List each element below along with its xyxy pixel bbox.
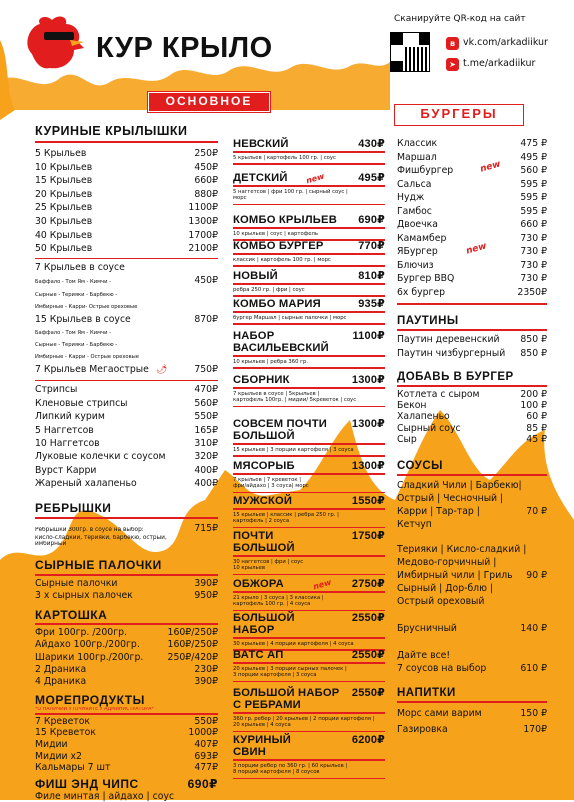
sauce-line: Сладкий Чили | Барбекю| [397,479,522,491]
menu-row: 4 Драника 390₽ [35,676,218,688]
new-badge-yaburger: new [465,241,488,257]
menu-row: Халапеньо 60 ₽ [397,411,547,423]
burger-list [397,137,547,299]
menu-row: Фишбургер 560 ₽ [397,165,547,176]
new-badge-fishburger: new [479,159,502,175]
menu-row: Вурст Карри 400₽ [35,464,218,476]
sauce-line: Карри | Тар-тар | [397,505,480,517]
qr-caption: Сканируйте QR-код на сайт [394,14,526,24]
combo-item: НЕВСКИЙ 430₽ 5 крыльев | картофель 100 гр. | соус [233,138,385,165]
menu-row: Котлета с сыром 200 ₽ [397,388,547,400]
menu-row: Паутин деревенский 850 ₽ [397,333,547,345]
addons-title: ДОБАВЬ В БУРГЕР [397,370,514,383]
menu-row: Кальмары 7 шт 477₽ [35,762,218,774]
combo-item: СБОРНИК 1300₽ 7 крыльев в соусе | 5крыльев | картофель 100гр. | мидии/ 5креветок | соус [233,374,385,407]
menu-row: 10 Крыльев 450₽ [35,161,218,173]
combo-item: КУРИНЫЙ 6200₽ СВИН 3 порции ребер по 360 гр. | 60 крыльев | 8 порций картофеля | 8 соусов [233,734,385,779]
sauce-line: Медово-горчичный | [397,556,497,568]
menu-row: Нудж 595 ₽ [397,192,547,203]
menu-row: Блючиз 730 ₽ [397,259,547,271]
sauce-line: Сырный | Дор-блю | [397,582,494,594]
menu-row: 2 Драника 230₽ [35,664,218,676]
mega-row: 7 Крыльев Мегаострые 🌶 750₽ [35,363,218,377]
sticks-title: СЫРНЫЕ ПАЛОЧКИ [35,558,162,572]
menu-row: 25 Крыльев 1100₽ [35,202,218,214]
menu-row: 6х бургер 2350₽ [397,286,547,298]
menu-row: Морс сами варим 150 ₽ [397,708,547,720]
menu-row: Стрипсы 470₽ [35,384,218,396]
combo-item: КОМБО БУРГЕР 770₽ классик | картофель 100 гр. | морс [233,240,385,267]
menu-row: Липкий курим 550₽ [35,411,218,423]
seafood-title: МОРЕПРОДУКТЫ [35,692,145,707]
menu-row: Мидии 407₽ [35,739,218,751]
menu-row: Двоечка 660 ₽ [397,219,547,230]
chili-icon: 🌶 [155,364,168,375]
menu-row: Мидии х2 693₽ [35,750,218,762]
menu-row: 20 Крыльев 880₽ [35,188,218,200]
combo-item: КОМБО МАРИЯ 935₽ бургер Маршал | сырные палочки | морс [233,298,385,325]
brand-name: КУР КРЫЛО [96,32,273,64]
menu-row: Классик 475 ₽ [397,138,547,149]
menu-row: Сырный соус 85 ₽ [397,422,547,434]
sauce-line: Острый ореховый [397,595,485,607]
combo-item: ПОЧТИ 1750₽ БОЛЬШОЙ 30 наггетсов | фри | соус 10 крыльев [233,530,385,575]
combo-item: ВАТС АП 2550₽ 20 крыльев | 3 порции сырных палочек | 3 порции картофеля | 3 соуса [233,649,385,682]
potato-title: КАРТОШКА [35,607,108,622]
logo [22,14,92,74]
sauce-line: Имбирный чили | Гриль [397,569,513,581]
menu-row: 40 Крыльев 1700₽ [35,229,218,241]
chicken-mascot-icon [22,14,92,74]
new-badge-detskiy: new [305,171,326,186]
menu-row: Гамбос 595 ₽ [397,205,547,217]
sauce7-row: 7 Крыльев в соусе [35,262,125,274]
wings-list [35,147,218,256]
menu-row: Газировка 170₽ [397,724,547,736]
telegram-link[interactable]: t.me/arkadiikur [463,58,536,69]
section-main-banner: ОСНОВНОЕ [148,92,270,112]
menu-row: Луковые колечки с соусом 320₽ [35,451,218,463]
sauce-group-2: Терияки | Кисло-сладкий | Медово-горчичный | Имбирный чили | Гриль Сырный | Дор-блю | Острый ореховый 90 ₽ [397,543,547,607]
ribs-title: РЕБРЫШКИ [35,500,112,515]
menu-row: Айдахо 100гр./200гр. 160₽/250₽ [35,639,218,651]
menu-row: 7 Креветок 550₽ [35,715,218,727]
menu-row: Жареный халапеньо 400₽ [35,478,218,490]
menu-row: Шарики 100гр./200гр. 250₽/420₽ [35,651,218,663]
combo-item: БОЛЬШОЙ 2550₽ НАБОР 30 крыльев | 4 порции картофеля | 4 соуса [233,612,385,651]
menu-row: 50 Крыльев 2100₽ [35,243,218,255]
menu-row: Камамбер 730 ₽ [397,232,547,244]
menu-row: Маршал 495 ₽ [397,151,547,163]
menu-row: Бургер BBQ 730 ₽ [397,273,547,284]
menu-row: 5 Наггетсов 165₽ [35,424,218,436]
combo-item: ДЕТСКИЙ 495₽ 5 наггетсов | фри 100 гр. | сырный соус | морс [233,172,385,205]
combo-item: ОБЖОРА 2750₽ 21 крыло | 3 соуса | 3 классика | картофель 100 гр. | 4 соуса [233,578,385,611]
vk-icon: в [446,37,459,50]
drinks-title: НАПИТКИ [397,687,456,700]
sauce-line: Кетчуп [397,518,432,530]
menu-row: 15 Креветок 1000₽ [35,727,218,739]
sauce-line: Терияки | Кисло-сладкий | [397,543,527,555]
menu-row: 30 Крыльев 1300₽ [35,215,218,227]
combo-item: НАБОР 1100₽ ВАСИЛЬЕВСКИЙ 10 крыльев | ребра 360 гр. [233,330,385,369]
menu-row: 15 Крыльев 660₽ [35,175,218,187]
right-column: Классик 475 ₽ Маршал 495 ₽ Фишбургер 560 ₽ Сальса 595 ₽ Нудж 595 ₽ Гамбос 595 ₽ Двоечка 660 ₽ Камамбер 730 ₽ ЯБургер 730 ₽ Блючиз 730 ₽ Бургер BBQ 730 ₽ 6х бургер 2350₽ ПАУТИНЫ Паутин деревенский 850 ₽ Паутин чизбургерный 850 ₽ ДОБАВЬ В БУРГЕР Котлета с сыром 200 ₽ Бекон 100 ₽ Халапеньо 60 ₽ Сырный соус 85 ₽ Сыр 45 ₽ СОУСЫ Сладкий Чили | Барбекю| Острый | Чесночный | Карри | Тар-тар | Кетчуп 70 ₽ Терияки | Кисло-сладкий | Медово-горчичный | Имбирный чили | Гриль Сырный | Дор-блю | Острый ореховый 90 ₽ Брусничный 140 ₽ Дайте все! 7 соусов на выбор 610 ₽ НАПИТКИ Морс сами варим 150 ₽ Газировка 170₽ [397,137,547,738]
wings-title: КУРИНЫЕ КРЫЛЫШКИ [35,124,188,138]
sauces-title: СОУСЫ [397,459,443,472]
sauce-group-1: Сладкий Чили | Барбекю| Острый | Чесночный | Карри | Тар-тар | Кетчуп 70 ₽ [397,479,547,530]
combo-item: МУЖСКОЙ 1550₽ 15 крыльев | классик | ребра 250 гр. | картофель | 2 соуса [233,495,385,528]
menu-row: 10 Наггетсов 310₽ [35,437,218,449]
menu-row: ЯБургер 730 ₽ [397,246,547,257]
telegram-icon: ➤ [446,58,459,71]
left-column: КУРИНЫЕ КРЫЛЫШКИ 5 Крыльев 250₽ 10 Крыльев 450₽ 15 Крыльев 660₽ 20 Крыльев 880₽ 25 Крыльев 1100₽ 30 Крыльев 1300₽ 40 Крыльев 1700₽ 50 Крыльев 2100₽ 7 Крыльев в соусе Баффало - Том Ям - Кимчи - 450₽ Сырные - Терияки - Барбекю - Имбирные - Карри- Острые ореховые 15 Крыльев в соусе 870₽ Баффало - Том Ям - Кимчи - Сырные - Терияки - Барбекю - Имбирные - Карри - Острые ореховые 7 Крыльев Мегаострые 🌶 750₽ Стрипсы 470₽ Кленовые стрипсы 560₽ Липкий курим 550₽ 5 Наггетсов 165₽ 10 Наггетсов 310₽ Луковые колечки с соусом 320₽ Вурст Карри 400₽ Жареный халапеньо 400₽ РЕБРЫШКИ Ребрышки 300гр. в соусе на выбор: 715₽ кисло-сладкий, терияки, барбекю, острый, имбирный СЫРНЫЕ ПАЛОЧКИ Сырные палочки 390₽ 3 х сырных палочек 950₽ КАРТОШКА Фри 100гр. /200гр. 160₽/250₽ Айдахо 100гр./200гр. 160₽/250₽ Шарики 100гр./200гр. 250₽/420₽ 2 Драника 230₽ 4 Драника 390₽ МОРЕПРОДУКТЫ *О НАЛИЧИИ УТОЧНЯЙТЕ У АДМИНИСТРАТОРА* 7 Креветок 550₽ 15 Креветок 1000₽ Мидии 407₽ Мидии х2 693₽ Кальмары 7 шт 477₽ ФИШ ЭНД ЧИПС 690₽ Филе минтая | айдахо | соус [35,124,218,802]
sauce15-row: 15 Крыльев в соусе 870₽ [35,314,218,326]
menu-row: Кленовые стрипсы 560₽ [35,397,218,409]
extra-list [35,383,218,490]
combo-item: КОМБО КРЫЛЬЕВ 690₽ 10 крыльев | соус | картофель [233,214,385,241]
sauce-line: Острый | Чесночный | [397,492,504,504]
combo-item: МЯСОРЫБ 1300₽ 7 крыльев | 7 креветок | фри/айдахо | 3 соуса| морс [233,460,385,493]
qr-code-icon [390,32,430,72]
combo-item: СОВСЕМ ПОЧТИ 1300₽ БОЛЬШОЙ 15 крыльев | 3 порции картофеля | 3 соуса [233,418,385,457]
menu-row: Сыр 45 ₽ [397,434,547,446]
menu-row: Сальса 595 ₽ [397,178,547,190]
combo-item: НОВЫЙ 810₽ ребра 250 гр. | фри | соус [233,270,385,297]
menu-row: Сырные палочки 390₽ [35,578,218,589]
combo-item: БОЛЬШОЙ НАБОР 2550₽ С РЕБРАМИ 360 гр. ребер | 20 крыльев | 2 порции картофеля | 20 крыльев | 4 соуса [233,687,385,732]
menu-row: Фри 100гр. /200гр. 160₽/250₽ [35,626,218,638]
menu-row: Бекон 100 ₽ [397,399,547,411]
poutine-title: ПАУТИНЫ [397,314,459,327]
new-badge-obzhora: new [312,577,333,592]
menu-row: Паутин чизбургерный 850 ₽ [397,347,547,359]
fish-title-row: ФИШ ЭНД ЧИПС 690₽ [35,776,218,791]
combo-column [233,138,385,798]
menu-row: 5 Крыльев 250₽ [35,148,218,159]
section-burgers-banner: БУРГЕРЫ [394,104,524,126]
menu-row: 3 х сырных палочек 950₽ [35,590,218,602]
vk-link[interactable]: vk.com/arkadiikur [463,37,548,48]
